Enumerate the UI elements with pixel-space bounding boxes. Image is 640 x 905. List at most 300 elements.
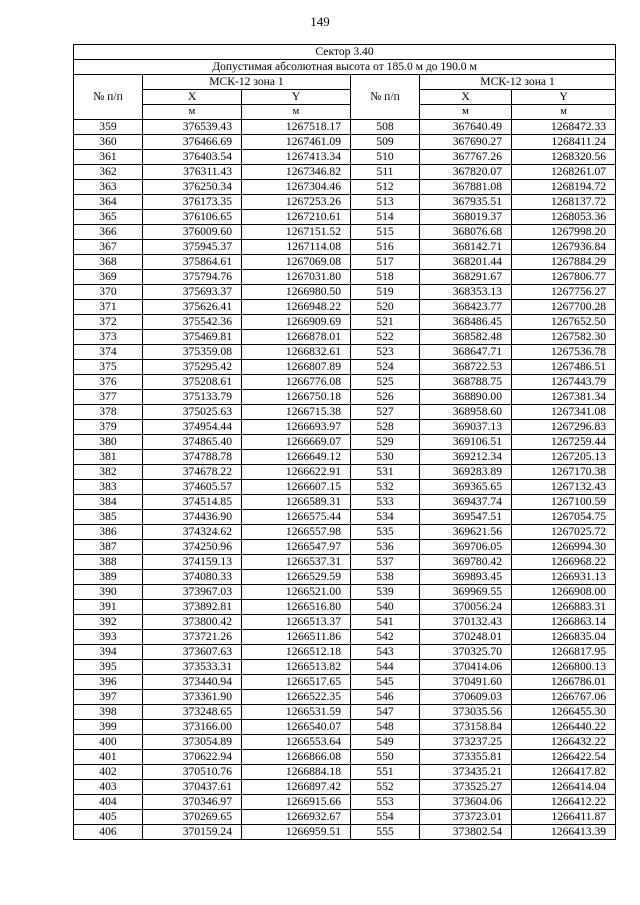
unit-y-right: м (512, 105, 616, 120)
x-right: 368201.44 (420, 255, 512, 270)
y-right: 1267205.13 (512, 450, 616, 465)
point-num-left: 400 (74, 735, 143, 750)
point-num-left: 368 (74, 255, 143, 270)
y-left: 1266649.12 (242, 450, 351, 465)
point-num-left: 387 (74, 540, 143, 555)
x-right: 373723.01 (420, 810, 512, 825)
x-right: 369547.51 (420, 510, 512, 525)
x-right: 373604.06 (420, 795, 512, 810)
x-left: 375626.41 (143, 300, 242, 315)
y-left: 1266878.01 (242, 330, 351, 345)
point-num-left: 360 (74, 135, 143, 150)
point-num-right: 541 (351, 615, 420, 630)
point-num-right: 550 (351, 750, 420, 765)
point-num-left: 384 (74, 495, 143, 510)
point-num-left: 389 (74, 570, 143, 585)
y-left: 1266531.59 (242, 705, 351, 720)
x-right: 369621.56 (420, 525, 512, 540)
y-right: 1266413.39 (512, 825, 616, 840)
table-row (74, 405, 616, 420)
y-right: 1267536.78 (512, 345, 616, 360)
x-left: 375295.42 (143, 360, 242, 375)
point-num-right: 536 (351, 540, 420, 555)
x-left: 376466.69 (143, 135, 242, 150)
x-right: 369037.13 (420, 420, 512, 435)
x-right: 369365.65 (420, 480, 512, 495)
y-left: 1266512.18 (242, 645, 351, 660)
y-left: 1267114.08 (242, 240, 351, 255)
x-left: 375864.61 (143, 255, 242, 270)
y-right: 1266432.22 (512, 735, 616, 750)
x-right: 367881.08 (420, 180, 512, 195)
y-right: 1266863.14 (512, 615, 616, 630)
point-num-left: 383 (74, 480, 143, 495)
x-right: 373158.84 (420, 720, 512, 735)
point-num-left: 362 (74, 165, 143, 180)
y-right: 1266414.04 (512, 780, 616, 795)
col-header-y-left: Y (242, 90, 351, 105)
y-left: 1266575.44 (242, 510, 351, 525)
y-right: 1267132.43 (512, 480, 616, 495)
point-num-left: 385 (74, 510, 143, 525)
point-num-left: 363 (74, 180, 143, 195)
table-row (74, 540, 616, 555)
point-num-left: 406 (74, 825, 143, 840)
point-num-right: 546 (351, 690, 420, 705)
x-left: 376311.43 (143, 165, 242, 180)
y-left: 1266693.97 (242, 420, 351, 435)
table-row (74, 150, 616, 165)
y-left: 1266521.00 (242, 585, 351, 600)
x-left: 370510.76 (143, 765, 242, 780)
point-num-right: 511 (351, 165, 420, 180)
y-right: 1266908.00 (512, 585, 616, 600)
point-num-right: 533 (351, 495, 420, 510)
table-row (74, 120, 616, 135)
point-num-left: 371 (74, 300, 143, 315)
x-right: 373802.54 (420, 825, 512, 840)
point-num-left: 365 (74, 210, 143, 225)
y-left: 1266909.69 (242, 315, 351, 330)
x-left: 374080.33 (143, 570, 242, 585)
x-right: 373525.27 (420, 780, 512, 795)
x-left: 375945.37 (143, 240, 242, 255)
x-left: 374514.85 (143, 495, 242, 510)
col-header-x-left: X (143, 90, 242, 105)
coordinates-body (74, 120, 616, 840)
x-right: 367640.49 (420, 120, 512, 135)
point-num-right: 553 (351, 795, 420, 810)
x-right: 368353.13 (420, 285, 512, 300)
y-right: 1266412.22 (512, 795, 616, 810)
y-right: 1268320.56 (512, 150, 616, 165)
point-num-right: 551 (351, 765, 420, 780)
point-num-right: 538 (351, 570, 420, 585)
point-num-left: 402 (74, 765, 143, 780)
point-num-right: 544 (351, 660, 420, 675)
point-num-right: 513 (351, 195, 420, 210)
table-row (74, 435, 616, 450)
y-left: 1266557.98 (242, 525, 351, 540)
x-right: 370325.70 (420, 645, 512, 660)
point-num-right: 531 (351, 465, 420, 480)
table-row (74, 165, 616, 180)
table-row (74, 390, 616, 405)
y-right: 1267381.34 (512, 390, 616, 405)
x-left: 373054.89 (143, 735, 242, 750)
y-left: 1267210.61 (242, 210, 351, 225)
x-left: 374788.78 (143, 450, 242, 465)
col-header-num-left: № п/п (74, 75, 143, 120)
page-number: 149 (310, 14, 330, 29)
x-right: 367690.27 (420, 135, 512, 150)
table-row (74, 450, 616, 465)
table-row (74, 615, 616, 630)
y-right: 1267806.77 (512, 270, 616, 285)
point-num-right: 510 (351, 150, 420, 165)
y-right: 1266786.01 (512, 675, 616, 690)
col-header-x-right: X (420, 90, 512, 105)
point-num-left: 395 (74, 660, 143, 675)
point-num-left: 372 (74, 315, 143, 330)
x-right: 367767.26 (420, 150, 512, 165)
x-right: 368582.48 (420, 330, 512, 345)
y-right: 1267884.29 (512, 255, 616, 270)
y-left: 1266547.97 (242, 540, 351, 555)
table-row (74, 480, 616, 495)
y-right: 1266422.54 (512, 750, 616, 765)
point-num-right: 516 (351, 240, 420, 255)
x-left: 376403.54 (143, 150, 242, 165)
table-row (74, 525, 616, 540)
y-left: 1266589.31 (242, 495, 351, 510)
point-num-right: 523 (351, 345, 420, 360)
point-num-right: 543 (351, 645, 420, 660)
point-num-right: 532 (351, 480, 420, 495)
y-right: 1266800.13 (512, 660, 616, 675)
x-left: 373607.63 (143, 645, 242, 660)
y-left: 1266529.59 (242, 570, 351, 585)
point-num-left: 401 (74, 750, 143, 765)
x-right: 369212.34 (420, 450, 512, 465)
table-row (74, 210, 616, 225)
x-left: 373440.94 (143, 675, 242, 690)
x-left: 375469.81 (143, 330, 242, 345)
point-num-left: 376 (74, 375, 143, 390)
x-right: 370491.60 (420, 675, 512, 690)
y-right: 1266994.30 (512, 540, 616, 555)
x-left: 376106.65 (143, 210, 242, 225)
y-left: 1266537.31 (242, 555, 351, 570)
y-left: 1266948.22 (242, 300, 351, 315)
table-row (74, 270, 616, 285)
point-num-left: 379 (74, 420, 143, 435)
y-left: 1267518.17 (242, 120, 351, 135)
y-left: 1266715.38 (242, 405, 351, 420)
point-num-right: 524 (351, 360, 420, 375)
y-right: 1267054.75 (512, 510, 616, 525)
point-num-right: 534 (351, 510, 420, 525)
point-num-right: 519 (351, 285, 420, 300)
x-left: 373533.31 (143, 660, 242, 675)
x-right: 370132.43 (420, 615, 512, 630)
table-row (74, 570, 616, 585)
y-right: 1266440.22 (512, 720, 616, 735)
x-right: 368423.77 (420, 300, 512, 315)
y-right: 1267700.28 (512, 300, 616, 315)
x-left: 373800.42 (143, 615, 242, 630)
zone-header-right: МСК-12 зона 1 (420, 75, 616, 90)
y-right: 1266968.22 (512, 555, 616, 570)
table-row (74, 690, 616, 705)
x-left: 374678.22 (143, 465, 242, 480)
table-row (74, 135, 616, 150)
point-num-right: 545 (351, 675, 420, 690)
table-row (74, 255, 616, 270)
point-num-left: 397 (74, 690, 143, 705)
point-num-left: 392 (74, 615, 143, 630)
x-left: 376250.34 (143, 180, 242, 195)
point-num-left: 382 (74, 465, 143, 480)
unit-x-left: м (143, 105, 242, 120)
x-right: 369893.45 (420, 570, 512, 585)
y-left: 1267304.46 (242, 180, 351, 195)
point-num-right: 552 (351, 780, 420, 795)
x-left: 373166.00 (143, 720, 242, 735)
point-num-right: 540 (351, 600, 420, 615)
table-row (74, 750, 616, 765)
point-num-left: 373 (74, 330, 143, 345)
x-right: 369106.51 (420, 435, 512, 450)
table-row (74, 360, 616, 375)
point-num-left: 369 (74, 270, 143, 285)
x-right: 368019.37 (420, 210, 512, 225)
y-left: 1267413.34 (242, 150, 351, 165)
x-right: 373237.25 (420, 735, 512, 750)
table-row (74, 795, 616, 810)
point-num-left: 367 (74, 240, 143, 255)
x-right: 368486.45 (420, 315, 512, 330)
point-num-right: 528 (351, 420, 420, 435)
x-left: 375359.08 (143, 345, 242, 360)
x-right: 373355.81 (420, 750, 512, 765)
table-row (74, 555, 616, 570)
y-right: 1266455.30 (512, 705, 616, 720)
table-row (74, 765, 616, 780)
table-row (74, 495, 616, 510)
point-num-right: 539 (351, 585, 420, 600)
y-right: 1268261.07 (512, 165, 616, 180)
y-right: 1267341.08 (512, 405, 616, 420)
y-left: 1266832.61 (242, 345, 351, 360)
y-left: 1266522.35 (242, 690, 351, 705)
x-left: 374250.96 (143, 540, 242, 555)
col-header-num-right: № п/п (351, 75, 420, 120)
x-right: 373435.21 (420, 765, 512, 780)
x-left: 375133.79 (143, 390, 242, 405)
x-right: 370414.06 (420, 660, 512, 675)
point-num-right: 509 (351, 135, 420, 150)
table-row (74, 660, 616, 675)
x-right: 367935.51 (420, 195, 512, 210)
x-right: 369437.74 (420, 495, 512, 510)
point-num-left: 370 (74, 285, 143, 300)
point-num-left: 377 (74, 390, 143, 405)
x-right: 370056.24 (420, 600, 512, 615)
point-num-right: 525 (351, 375, 420, 390)
x-left: 373892.81 (143, 600, 242, 615)
y-right: 1268053.36 (512, 210, 616, 225)
y-left: 1266517.65 (242, 675, 351, 690)
point-num-left: 394 (74, 645, 143, 660)
y-left: 1266866.08 (242, 750, 351, 765)
x-right: 368722.53 (420, 360, 512, 375)
x-left: 374436.90 (143, 510, 242, 525)
y-left: 1266516.80 (242, 600, 351, 615)
y-left: 1266669.07 (242, 435, 351, 450)
y-left: 1266540.07 (242, 720, 351, 735)
point-num-right: 555 (351, 825, 420, 840)
x-right: 368890.00 (420, 390, 512, 405)
point-num-right: 529 (351, 435, 420, 450)
x-left: 370437.61 (143, 780, 242, 795)
table-row (74, 465, 616, 480)
table-row (74, 225, 616, 240)
y-left: 1266915.66 (242, 795, 351, 810)
point-num-left: 374 (74, 345, 143, 360)
point-num-left: 359 (74, 120, 143, 135)
point-num-left: 366 (74, 225, 143, 240)
table-row (74, 720, 616, 735)
y-right: 1267170.38 (512, 465, 616, 480)
table-row (74, 330, 616, 345)
point-num-left: 386 (74, 525, 143, 540)
point-num-right: 526 (351, 390, 420, 405)
point-num-left: 375 (74, 360, 143, 375)
table-row (74, 345, 616, 360)
coordinates-table (73, 44, 616, 840)
y-left: 1266622.91 (242, 465, 351, 480)
sector-title: Сектор 3.40 (74, 45, 616, 60)
y-left: 1266511.86 (242, 630, 351, 645)
point-num-left: 381 (74, 450, 143, 465)
point-num-right: 537 (351, 555, 420, 570)
table-row (74, 810, 616, 825)
y-right: 1268411.24 (512, 135, 616, 150)
y-left: 1266607.15 (242, 480, 351, 495)
y-right: 1267025.72 (512, 525, 616, 540)
x-right: 373035.56 (420, 705, 512, 720)
y-left: 1266776.08 (242, 375, 351, 390)
y-left: 1267151.52 (242, 225, 351, 240)
y-right: 1267998.20 (512, 225, 616, 240)
table-row (74, 705, 616, 720)
y-right: 1268194.72 (512, 180, 616, 195)
point-num-left: 398 (74, 705, 143, 720)
y-left: 1266553.64 (242, 735, 351, 750)
y-right: 1267259.44 (512, 435, 616, 450)
x-left: 375542.36 (143, 315, 242, 330)
x-left: 375794.76 (143, 270, 242, 285)
point-num-left: 388 (74, 555, 143, 570)
y-left: 1266959.51 (242, 825, 351, 840)
table-row (74, 180, 616, 195)
table-row (74, 285, 616, 300)
y-left: 1267346.82 (242, 165, 351, 180)
y-left: 1267069.08 (242, 255, 351, 270)
zone-header-left: МСК-12 зона 1 (143, 75, 351, 90)
x-right: 368958.60 (420, 405, 512, 420)
point-num-left: 396 (74, 675, 143, 690)
y-right: 1268137.72 (512, 195, 616, 210)
table-row (74, 420, 616, 435)
y-left: 1266932.67 (242, 810, 351, 825)
y-right: 1267486.51 (512, 360, 616, 375)
point-num-right: 527 (351, 405, 420, 420)
x-left: 376539.43 (143, 120, 242, 135)
x-left: 376009.60 (143, 225, 242, 240)
table-row (74, 780, 616, 795)
x-left: 376173.35 (143, 195, 242, 210)
x-right: 368647.71 (420, 345, 512, 360)
point-num-right: 521 (351, 315, 420, 330)
table-row (74, 300, 616, 315)
y-right: 1267100.59 (512, 495, 616, 510)
point-num-left: 403 (74, 780, 143, 795)
x-right: 368291.67 (420, 270, 512, 285)
y-right: 1266411.87 (512, 810, 616, 825)
point-num-right: 518 (351, 270, 420, 285)
y-right: 1267296.83 (512, 420, 616, 435)
point-num-left: 361 (74, 150, 143, 165)
table-row (74, 240, 616, 255)
point-num-left: 393 (74, 630, 143, 645)
x-left: 370622.94 (143, 750, 242, 765)
point-num-left: 404 (74, 795, 143, 810)
y-right: 1266835.04 (512, 630, 616, 645)
point-num-right: 547 (351, 705, 420, 720)
table-row (74, 600, 616, 615)
x-left: 375208.61 (143, 375, 242, 390)
x-left: 370346.97 (143, 795, 242, 810)
height-range: Допустимая абсолютная высота от 185.0 м до 190.0 м (74, 60, 616, 75)
table-row (74, 675, 616, 690)
table-row (74, 375, 616, 390)
point-num-right: 548 (351, 720, 420, 735)
y-left: 1266807.89 (242, 360, 351, 375)
table-row (74, 645, 616, 660)
x-right: 369706.05 (420, 540, 512, 555)
x-left: 375025.63 (143, 405, 242, 420)
x-left: 374159.13 (143, 555, 242, 570)
point-num-left: 380 (74, 435, 143, 450)
x-right: 370248.01 (420, 630, 512, 645)
x-left: 374865.40 (143, 435, 242, 450)
y-right: 1266767.06 (512, 690, 616, 705)
y-left: 1266513.82 (242, 660, 351, 675)
table-row (74, 825, 616, 840)
x-left: 370159.24 (143, 825, 242, 840)
point-num-left: 390 (74, 585, 143, 600)
x-left: 373967.03 (143, 585, 242, 600)
y-right: 1267936.84 (512, 240, 616, 255)
point-num-right: 515 (351, 225, 420, 240)
y-right: 1266417.82 (512, 765, 616, 780)
y-right: 1267443.79 (512, 375, 616, 390)
x-left: 370269.65 (143, 810, 242, 825)
col-header-y-right: Y (512, 90, 616, 105)
x-left: 373361.90 (143, 690, 242, 705)
